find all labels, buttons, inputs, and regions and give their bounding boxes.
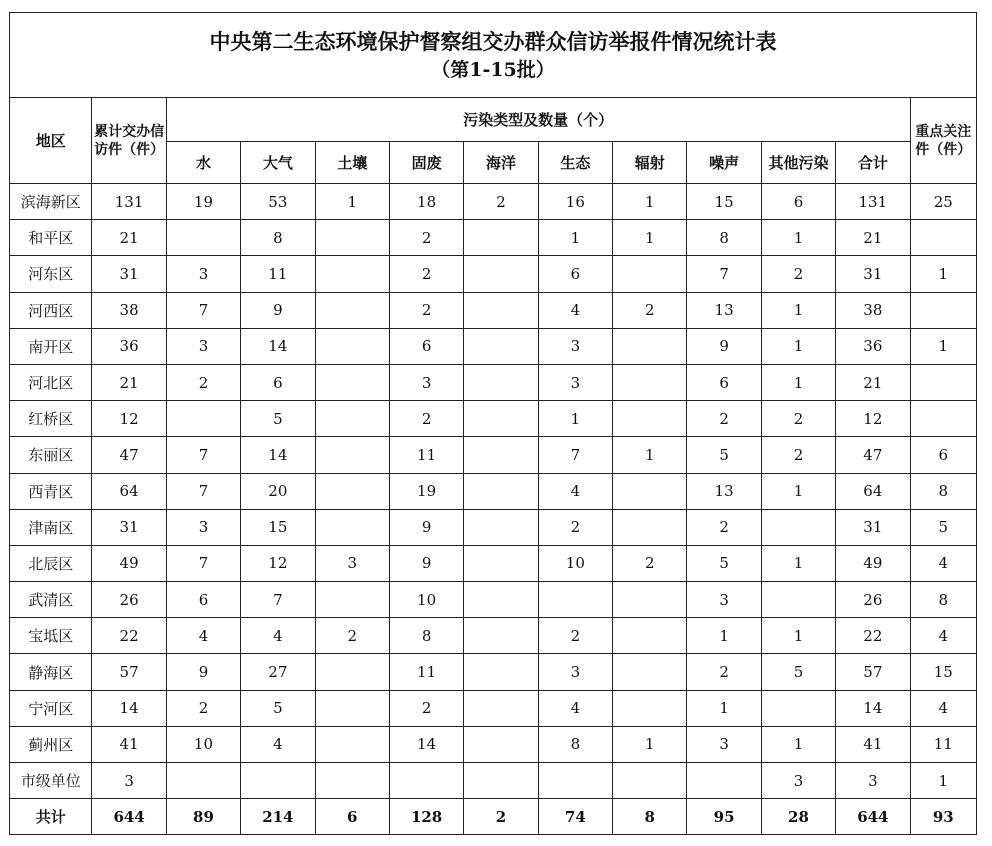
value-cell: 2 [538,509,612,545]
value-cell: 9 [166,654,240,690]
value-cell: 20 [241,473,315,509]
value-cell: 6 [910,437,976,473]
value-cell: 28 [761,799,835,835]
value-cell: 214 [241,799,315,835]
value-cell: 57 [836,654,910,690]
value-cell: 15 [687,184,761,220]
value-cell: 74 [538,799,612,835]
value-cell [761,582,835,618]
value-cell: 131 [836,184,910,220]
value-cell: 11 [389,437,463,473]
value-cell: 11 [389,654,463,690]
value-cell: 14 [836,690,910,726]
value-cell: 2 [538,618,612,654]
table-row [10,582,977,618]
value-cell: 7 [166,545,240,581]
region-cell: 红桥区 [10,401,92,437]
value-cell: 5 [687,545,761,581]
region-cell: 蓟州区 [10,726,92,762]
value-cell: 47 [836,437,910,473]
value-cell: 8 [389,618,463,654]
value-cell: 2 [389,401,463,437]
region-cell: 武清区 [10,582,92,618]
value-cell: 11 [910,726,976,762]
value-cell: 1 [538,401,612,437]
value-cell [464,618,538,654]
value-cell: 31 [92,256,166,292]
value-cell: 26 [836,582,910,618]
value-cell: 2 [315,618,389,654]
value-cell [464,437,538,473]
value-cell: 1 [687,618,761,654]
value-cell: 1 [613,220,687,256]
value-cell: 22 [836,618,910,654]
value-cell [315,292,389,328]
header-type-9: 合计 [836,142,910,184]
header-cumulative: 累计交办信访件（件） [92,98,166,184]
value-cell: 1 [687,690,761,726]
header-type-3: 固废 [389,142,463,184]
value-cell: 12 [836,401,910,437]
region-cell: 滨海新区 [10,184,92,220]
value-cell: 3 [687,582,761,618]
value-cell [464,220,538,256]
value-cell: 18 [389,184,463,220]
table-row [10,220,977,256]
value-cell [464,763,538,799]
value-cell: 2 [687,401,761,437]
value-cell: 10 [166,726,240,762]
value-cell: 1 [910,763,976,799]
value-cell: 31 [836,256,910,292]
header-region: 地区 [10,98,92,184]
value-cell: 2 [389,256,463,292]
table-row [10,726,977,762]
region-cell: 宁河区 [10,690,92,726]
value-cell [464,364,538,400]
value-cell: 2 [389,690,463,726]
value-cell: 6 [166,582,240,618]
value-cell: 4 [910,618,976,654]
value-cell [613,509,687,545]
value-cell [761,690,835,726]
header-type-4: 海洋 [464,142,538,184]
table-row [10,256,977,292]
value-cell: 89 [166,799,240,835]
value-cell [464,509,538,545]
value-cell: 21 [836,220,910,256]
value-cell: 2 [389,292,463,328]
value-cell: 19 [166,184,240,220]
value-cell: 1 [761,545,835,581]
value-cell: 1 [910,256,976,292]
value-cell: 64 [92,473,166,509]
value-cell: 644 [92,799,166,835]
value-cell: 2 [389,220,463,256]
value-cell: 5 [241,690,315,726]
value-cell: 13 [687,292,761,328]
value-cell [910,220,976,256]
value-cell: 2 [761,401,835,437]
value-cell: 3 [538,364,612,400]
value-cell: 1 [538,220,612,256]
value-cell: 5 [687,437,761,473]
value-cell: 4 [241,726,315,762]
value-cell: 10 [538,545,612,581]
value-cell: 12 [241,545,315,581]
value-cell: 1 [761,473,835,509]
value-cell: 7 [241,582,315,618]
value-cell: 3 [687,726,761,762]
value-cell: 21 [92,364,166,400]
value-cell: 11 [241,256,315,292]
value-cell [464,654,538,690]
value-cell: 1 [761,618,835,654]
region-cell: 静海区 [10,654,92,690]
total-row [10,799,977,835]
table-row [10,545,977,581]
value-cell: 41 [92,726,166,762]
value-cell [613,618,687,654]
value-cell: 2 [613,545,687,581]
header-type-2: 土壤 [315,142,389,184]
value-cell: 9 [241,292,315,328]
value-cell [910,401,976,437]
table-body [10,184,977,835]
value-cell: 7 [687,256,761,292]
value-cell [538,763,612,799]
value-cell [241,763,315,799]
value-cell: 8 [910,473,976,509]
value-cell: 9 [389,509,463,545]
value-cell: 31 [92,509,166,545]
table-row [10,763,977,799]
region-cell: 西青区 [10,473,92,509]
table-row [10,328,977,364]
value-cell: 6 [687,364,761,400]
value-cell [315,328,389,364]
value-cell: 3 [389,364,463,400]
value-cell [315,256,389,292]
value-cell: 1 [613,726,687,762]
table-title-cell [10,13,977,98]
value-cell: 31 [836,509,910,545]
table-row [10,509,977,545]
value-cell: 14 [92,690,166,726]
value-cell: 8 [687,220,761,256]
value-cell: 5 [241,401,315,437]
value-cell: 27 [241,654,315,690]
value-cell: 3 [166,256,240,292]
value-cell: 95 [687,799,761,835]
value-cell: 93 [910,799,976,835]
value-cell: 7 [166,437,240,473]
value-cell: 21 [92,220,166,256]
value-cell [761,509,835,545]
value-cell: 5 [761,654,835,690]
value-cell [613,654,687,690]
value-cell: 4 [910,545,976,581]
value-cell: 2 [464,799,538,835]
value-cell: 4 [538,473,612,509]
value-cell: 1 [761,364,835,400]
value-cell [315,437,389,473]
value-cell: 8 [910,582,976,618]
value-cell: 14 [241,437,315,473]
value-cell: 4 [241,618,315,654]
value-cell: 4 [538,690,612,726]
region-cell: 宝坻区 [10,618,92,654]
value-cell: 3 [92,763,166,799]
value-cell: 19 [389,473,463,509]
value-cell [613,401,687,437]
value-cell [464,726,538,762]
value-cell: 3 [538,654,612,690]
table-row [10,473,977,509]
value-cell: 15 [241,509,315,545]
value-cell: 13 [687,473,761,509]
value-cell: 8 [538,726,612,762]
value-cell: 64 [836,473,910,509]
value-cell [166,401,240,437]
value-cell [166,220,240,256]
value-cell [910,364,976,400]
value-cell: 14 [241,328,315,364]
value-cell: 3 [166,328,240,364]
value-cell: 8 [613,799,687,835]
value-cell: 3 [538,328,612,364]
value-cell: 12 [92,401,166,437]
value-cell: 16 [538,184,612,220]
value-cell: 49 [836,545,910,581]
value-cell [613,582,687,618]
table-subtitle: （第1-15批） [431,59,555,81]
value-cell: 7 [166,292,240,328]
value-cell [613,328,687,364]
value-cell: 9 [389,545,463,581]
region-cell: 市级单位 [10,763,92,799]
table-row [10,401,977,437]
value-cell: 1 [761,220,835,256]
value-cell [613,763,687,799]
value-cell: 1 [761,726,835,762]
value-cell [464,292,538,328]
value-cell: 2 [687,509,761,545]
region-cell: 河北区 [10,364,92,400]
value-cell: 2 [464,184,538,220]
header-type-8: 其他污染 [761,142,835,184]
value-cell: 1 [613,437,687,473]
table-row [10,618,977,654]
header-type-6: 辐射 [613,142,687,184]
value-cell [389,763,463,799]
header-type-1: 大气 [241,142,315,184]
value-cell: 25 [910,184,976,220]
value-cell: 3 [836,763,910,799]
statistics-sheet [9,12,977,835]
statistics-table [9,12,977,835]
header-pollution-group: 污染类型及数量（个） [166,98,910,142]
value-cell: 15 [910,654,976,690]
header-type-0: 水 [166,142,240,184]
value-cell [464,473,538,509]
value-cell: 128 [389,799,463,835]
value-cell [315,654,389,690]
value-cell [315,220,389,256]
value-cell: 36 [836,328,910,364]
value-cell: 57 [92,654,166,690]
value-cell: 47 [92,437,166,473]
region-cell: 北辰区 [10,545,92,581]
table-row [10,364,977,400]
value-cell [464,545,538,581]
value-cell: 1 [761,328,835,364]
value-cell [315,473,389,509]
table-row [10,292,977,328]
header-key-attention: 重点关注件（件） [910,98,976,184]
value-cell [166,763,240,799]
value-cell: 2 [761,437,835,473]
value-cell: 3 [166,509,240,545]
region-cell: 河西区 [10,292,92,328]
value-cell [315,690,389,726]
value-cell [613,690,687,726]
value-cell [464,328,538,364]
value-cell: 49 [92,545,166,581]
value-cell: 6 [315,799,389,835]
header-type-7: 噪声 [687,142,761,184]
table-row [10,654,977,690]
value-cell: 6 [761,184,835,220]
table-title: 中央第二生态环境保护督察组交办群众信访举报件情况统计表 [209,29,777,54]
value-cell [315,763,389,799]
value-cell [464,256,538,292]
table-row [10,437,977,473]
value-cell: 22 [92,618,166,654]
region-cell: 津南区 [10,509,92,545]
value-cell: 6 [389,328,463,364]
region-cell: 南开区 [10,328,92,364]
table-row [10,184,977,220]
value-cell [613,256,687,292]
value-cell [315,582,389,618]
value-cell: 2 [166,690,240,726]
value-cell [315,364,389,400]
value-cell: 8 [241,220,315,256]
value-cell: 2 [166,364,240,400]
value-cell: 38 [92,292,166,328]
value-cell [315,401,389,437]
value-cell: 131 [92,184,166,220]
value-cell: 1 [910,328,976,364]
value-cell: 1 [761,292,835,328]
value-cell: 4 [538,292,612,328]
value-cell [613,364,687,400]
value-cell: 3 [315,545,389,581]
value-cell: 53 [241,184,315,220]
value-cell [464,582,538,618]
value-cell: 14 [389,726,463,762]
value-cell: 2 [761,256,835,292]
value-cell: 6 [241,364,315,400]
value-cell: 2 [687,654,761,690]
value-cell: 3 [761,763,835,799]
region-cell: 东丽区 [10,437,92,473]
value-cell: 5 [910,509,976,545]
value-cell: 41 [836,726,910,762]
value-cell: 644 [836,799,910,835]
value-cell: 38 [836,292,910,328]
value-cell [538,582,612,618]
value-cell [613,473,687,509]
region-cell: 和平区 [10,220,92,256]
value-cell [464,401,538,437]
value-cell: 7 [166,473,240,509]
value-cell: 26 [92,582,166,618]
region-cell: 河东区 [10,256,92,292]
value-cell: 1 [613,184,687,220]
table-row [10,690,977,726]
value-cell: 2 [613,292,687,328]
value-cell: 7 [538,437,612,473]
value-cell: 4 [166,618,240,654]
value-cell [315,509,389,545]
value-cell: 9 [687,328,761,364]
value-cell [687,763,761,799]
value-cell: 1 [315,184,389,220]
value-cell: 10 [389,582,463,618]
region-cell: 共计 [10,799,92,835]
value-cell: 6 [538,256,612,292]
value-cell: 21 [836,364,910,400]
value-cell [910,292,976,328]
value-cell: 4 [910,690,976,726]
value-cell [315,726,389,762]
header-type-5: 生态 [538,142,612,184]
value-cell: 36 [92,328,166,364]
value-cell [464,690,538,726]
